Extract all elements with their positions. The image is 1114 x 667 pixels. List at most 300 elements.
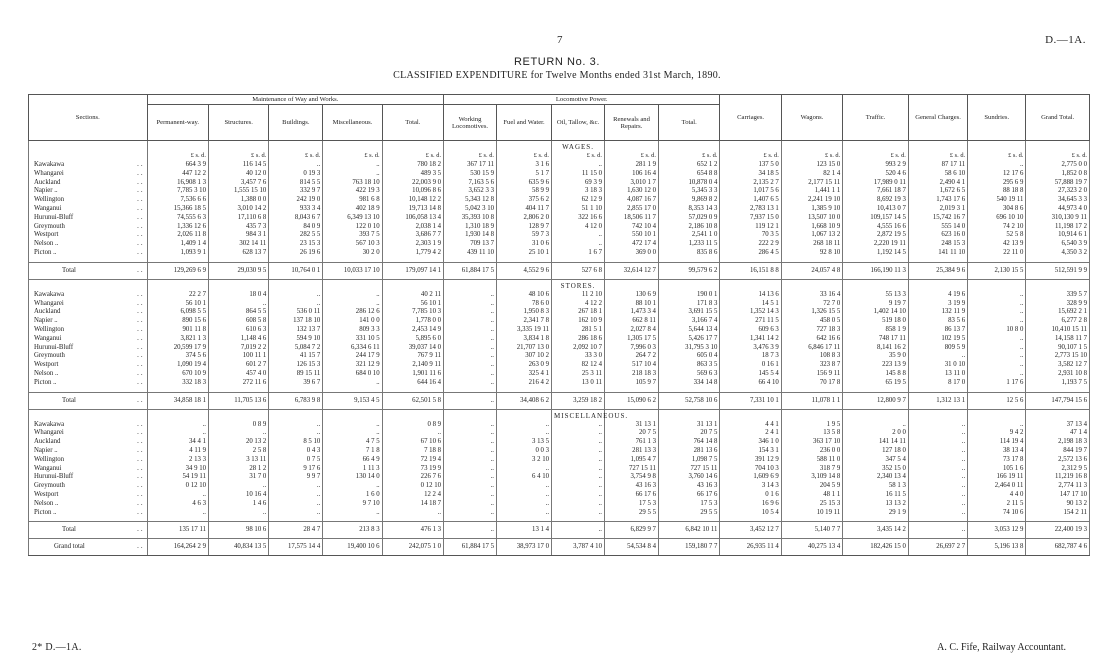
footer-reference: 2* D.—1A. [32, 642, 82, 653]
total-label-cell [29, 522, 148, 539]
grand-total-cell: 40,275 13 4 [781, 539, 842, 556]
total-cell: 476 1 3 [382, 522, 443, 539]
value-cell: 73 17 8 [968, 456, 1026, 465]
value-cell: 72 7 0 [781, 300, 842, 309]
value-cell: 92 8 10 [781, 249, 842, 258]
blank-cell [29, 409, 148, 421]
value-cell: 352 15 0 [843, 465, 909, 474]
value-cell: 7,785 10 3 [382, 308, 443, 317]
value-cell: 40 2 11 [382, 291, 443, 300]
value-cell: 369 0 0 [604, 249, 658, 258]
value-cell: 1,852 0 8 [1026, 170, 1090, 179]
section-cell [29, 447, 148, 456]
blank-cell [781, 141, 842, 153]
blank-cell [147, 279, 208, 291]
value-cell: 12 17 6 [968, 170, 1026, 179]
block-title: MISCELLANEOUS. [552, 409, 605, 421]
value-cell: 5 1 7 [497, 170, 552, 179]
header-permanent-way: Permanent-way. [147, 105, 208, 141]
value-cell: 35 9 0 [843, 352, 909, 361]
value-cell: 346 1 0 [720, 438, 781, 447]
value-cell: 1,950 8 3 [497, 308, 552, 317]
value-cell: 4 4 1 [720, 421, 781, 430]
value-cell: 2,773 15 10 [1026, 352, 1090, 361]
leader-dots: .. [137, 352, 145, 360]
value-cell: 864 5 5 [208, 308, 268, 317]
value-cell: 3,457 7 6 [208, 179, 268, 188]
total-cell: 10,764 0 1 [269, 262, 323, 279]
value-cell: 1 17 6 [968, 379, 1026, 388]
value-cell: .. [843, 421, 909, 430]
blank-cell [720, 409, 781, 421]
value-cell: 22,003 9 0 [382, 179, 443, 188]
section-cell [29, 317, 148, 326]
value-cell: 10 16 4 [208, 491, 268, 500]
total-cell: 2,130 15 5 [968, 262, 1026, 279]
value-cell: 66 17 6 [604, 491, 658, 500]
total-cell: 6,829 9 7 [604, 522, 658, 539]
blank-cell [908, 409, 967, 421]
value-cell: 216 4 2 [497, 379, 552, 388]
blank-cell [968, 409, 1026, 421]
value-cell: 8,692 19 3 [843, 196, 909, 205]
leader-dots: .. [137, 222, 145, 230]
blank-cell [497, 409, 552, 421]
value-cell: 4 4 0 [968, 491, 1026, 500]
value-cell: 684 0 10 [323, 370, 382, 379]
value-cell: 727 15 11 [604, 465, 658, 474]
value-cell: 12 2 4 [382, 491, 443, 500]
table-row [29, 465, 1090, 474]
value-cell: 10,410 15 11 [1026, 326, 1090, 335]
section-cell [29, 509, 148, 518]
value-cell: 5,084 7 2 [269, 344, 323, 353]
value-cell: 7,163 5 6 [444, 179, 497, 188]
total-cell: 32,614 12 7 [604, 262, 658, 279]
value-cell: 222 2 9 [720, 240, 781, 249]
total-label: Total [62, 526, 76, 534]
value-cell: 609 6 3 [720, 326, 781, 335]
section-cell [29, 300, 148, 309]
value-cell: 82 1 4 [781, 170, 842, 179]
leader-dots: .. [137, 473, 145, 481]
value-cell: 761 1 3 [604, 438, 658, 447]
value-cell: 4,555 16 6 [843, 223, 909, 232]
value-cell: 18,506 11 7 [604, 214, 658, 223]
value-cell: .. [968, 344, 1026, 353]
value-cell: 72 19 4 [382, 456, 443, 465]
value-cell: 7,536 6 6 [147, 196, 208, 205]
total-cell: .. [444, 392, 497, 409]
blank-cell [208, 141, 268, 153]
value-cell: 8,043 6 7 [269, 214, 323, 223]
value-cell: 1,148 4 6 [208, 335, 268, 344]
value-cell: 128 9 7 [497, 223, 552, 232]
section-name: Hurunui-Bluff [34, 213, 74, 221]
value-cell: 863 3 5 [658, 361, 719, 370]
total-cell: 3,435 14 2 [843, 522, 909, 539]
table-row [29, 161, 1090, 170]
value-cell: 727 15 11 [658, 465, 719, 474]
unit-cell: £ s. d. [444, 152, 497, 161]
value-cell: 22 2 7 [147, 291, 208, 300]
unit-cell: £ s. d. [658, 152, 719, 161]
value-cell: 302 14 11 [208, 240, 268, 249]
value-cell: .. [208, 482, 268, 491]
header-structures: Structures. [208, 105, 268, 141]
section-name: Kawakawa [34, 290, 65, 298]
value-cell: 635 9 6 [497, 179, 552, 188]
value-cell: 141 14 11 [843, 438, 909, 447]
table-row [29, 231, 1090, 240]
value-cell: 334 14 8 [658, 379, 719, 388]
value-cell: 472 17 4 [604, 240, 658, 249]
value-cell: 272 11 6 [208, 379, 268, 388]
grand-total-cell: 38,973 17 0 [497, 539, 552, 556]
leader-dots: .. [137, 378, 145, 386]
value-cell: 363 17 10 [781, 438, 842, 447]
value-cell: 236 0 0 [781, 447, 842, 456]
total-cell: 3,452 12 7 [720, 522, 781, 539]
value-cell: 67 10 6 [382, 438, 443, 447]
leader-dots: .. [137, 187, 145, 195]
section-cell [29, 456, 148, 465]
section-name: Wellington [34, 326, 65, 333]
expenditure-table [28, 94, 1090, 556]
value-cell: 7,937 15 0 [720, 214, 781, 223]
grand-total-cell: 3,787 4 10 [552, 539, 605, 556]
grand-total-cell: 159,180 7 7 [658, 539, 719, 556]
value-cell: 57,029 0 9 [658, 214, 719, 223]
value-cell: .. [908, 491, 967, 500]
value-cell: .. [444, 509, 497, 518]
grand-total-cell: 242,075 1 0 [382, 539, 443, 556]
value-cell: 87 17 11 [908, 161, 967, 170]
value-cell: 696 10 10 [968, 214, 1026, 223]
value-cell: 2,541 1 0 [658, 231, 719, 240]
value-cell: 322 16 6 [552, 214, 605, 223]
value-cell: 981 6 8 [323, 196, 382, 205]
table-row [29, 179, 1090, 188]
value-cell: 6,540 3 9 [1026, 240, 1090, 249]
value-cell: .. [323, 300, 382, 309]
value-cell: 1,630 12 0 [604, 187, 658, 196]
section-name: Wellington [34, 455, 65, 463]
value-cell: 58 9 9 [497, 187, 552, 196]
value-cell: 1,473 3 4 [604, 308, 658, 317]
section-name: Wanganui [34, 205, 62, 213]
blank-cell [1026, 409, 1090, 421]
value-cell: 489 3 5 [382, 170, 443, 179]
section-name: Auckland [34, 308, 61, 316]
total-label: Total [62, 396, 76, 404]
value-cell: 16,908 1 3 [147, 179, 208, 188]
value-cell: 2,140 9 11 [382, 361, 443, 370]
value-cell: 145 5 4 [720, 370, 781, 379]
value-cell: .. [444, 447, 497, 456]
value-cell: 569 6 3 [658, 370, 719, 379]
section-cell [29, 249, 148, 258]
value-cell: 835 8 6 [658, 249, 719, 258]
section-name: Greymouth [34, 352, 65, 360]
unit-cell: £ s. d. [552, 152, 605, 161]
blank-cell [444, 279, 497, 291]
total-cell: 99,579 6 2 [658, 262, 719, 279]
header-carriages: Carriages. [720, 95, 781, 141]
value-cell: .. [444, 361, 497, 370]
value-cell: .. [908, 421, 967, 430]
grand-total-cell: 61,884 17 5 [444, 539, 497, 556]
section-name: Whangarei [34, 429, 64, 437]
header-locomotive-total: Total. [658, 105, 719, 141]
value-cell: 130 14 0 [323, 473, 382, 482]
unit-cell: £ s. d. [720, 152, 781, 161]
value-cell: .. [444, 379, 497, 388]
leader-dots: .. [137, 249, 145, 257]
value-cell: 66 17 6 [658, 491, 719, 500]
value-cell: 3,010 1 7 [604, 179, 658, 188]
value-cell: 2,026 11 8 [147, 231, 208, 240]
value-cell: 1 6 7 [552, 249, 605, 258]
value-cell: 664 3 9 [147, 161, 208, 170]
value-cell: 29 5 5 [604, 509, 658, 518]
value-cell: 4 6 3 [147, 500, 208, 509]
value-cell: 20 7 5 [604, 429, 658, 438]
leader-dots: .. [137, 266, 145, 274]
value-cell: 286 12 6 [323, 308, 382, 317]
value-cell: 628 13 7 [208, 249, 268, 258]
value-cell: 2,092 10 7 [552, 344, 605, 353]
value-cell: 39,037 14 0 [382, 344, 443, 353]
value-cell: 0 12 10 [382, 482, 443, 491]
value-cell: 2,931 10 8 [1026, 370, 1090, 379]
value-cell: 1,743 17 6 [908, 196, 967, 205]
value-cell: 15,366 18 5 [147, 205, 208, 214]
value-cell: 1,555 15 10 [208, 187, 268, 196]
value-cell: 0 7 5 [269, 456, 323, 465]
value-cell: 704 10 3 [720, 465, 781, 474]
blank-cell [843, 279, 909, 291]
value-cell: 520 4 6 [843, 170, 909, 179]
section-cell [29, 161, 148, 170]
value-cell: 90,107 1 5 [1026, 344, 1090, 353]
value-cell: 5,895 6 0 [382, 335, 443, 344]
value-cell: .. [323, 170, 382, 179]
header-fuel-water: Fuel and Water. [497, 105, 552, 141]
value-cell: 447 12 2 [147, 170, 208, 179]
value-cell: .. [444, 308, 497, 317]
total-label-cell [29, 262, 148, 279]
value-cell: 267 18 1 [552, 308, 605, 317]
table-row [29, 317, 1090, 326]
value-cell: 19,713 14 8 [382, 205, 443, 214]
section-name: Picton .. [34, 249, 57, 257]
unit-cell: £ s. d. [382, 152, 443, 161]
value-cell: .. [269, 421, 323, 430]
value-cell: .. [908, 438, 967, 447]
value-cell: 23 15 3 [269, 240, 323, 249]
value-cell: 3 13 5 [497, 438, 552, 447]
total-cell: 3,053 12 9 [968, 522, 1026, 539]
leader-dots: .. [137, 290, 145, 298]
value-cell: .. [552, 456, 605, 465]
leader-dots: .. [137, 326, 145, 333]
table-row [29, 352, 1090, 361]
value-cell: 10,148 12 2 [382, 196, 443, 205]
value-cell: 88 10 1 [604, 300, 658, 309]
value-cell: 1,310 18 9 [444, 223, 497, 232]
value-cell: 73 19 9 [382, 465, 443, 474]
table-row [29, 491, 1090, 500]
value-cell: 1,336 12 6 [147, 223, 208, 232]
value-cell: 66 4 9 [323, 456, 382, 465]
header-sundries: Sundries. [968, 95, 1026, 141]
value-cell: 13 0 11 [552, 379, 605, 388]
value-cell: .. [269, 491, 323, 500]
value-cell: 748 17 11 [843, 335, 909, 344]
value-cell: 457 4 0 [208, 370, 268, 379]
value-cell: 993 2 9 [843, 161, 909, 170]
leader-dots: .. [137, 429, 145, 437]
value-cell: 8 17 0 [908, 379, 967, 388]
value-cell: 4,087 16 7 [604, 196, 658, 205]
value-cell: .. [497, 500, 552, 509]
value-cell: 9 4 2 [968, 429, 1026, 438]
value-cell: 3 18 3 [552, 187, 605, 196]
header-buildings: Buildings. [269, 105, 323, 141]
value-cell: 709 13 7 [444, 240, 497, 249]
value-cell: .. [552, 473, 605, 482]
table-row [29, 421, 1090, 430]
value-cell: .. [269, 300, 323, 309]
value-cell: 3,010 14 2 [208, 205, 268, 214]
value-cell: 82 12 4 [552, 361, 605, 370]
value-cell: 780 18 2 [382, 161, 443, 170]
total-cell: 512,591 9 9 [1026, 262, 1090, 279]
section-cell [29, 170, 148, 179]
section-cell [29, 231, 148, 240]
total-cell: 11,705 13 6 [208, 392, 268, 409]
section-name: Napier .. [34, 446, 58, 454]
value-cell: 11,219 16 8 [1026, 473, 1090, 482]
total-cell: 62,501 5 8 [382, 392, 443, 409]
unit-cell: £ s. d. [323, 152, 382, 161]
header-renewals-repairs: Renewals and Repairs. [604, 105, 658, 141]
value-cell: 6,334 6 11 [323, 344, 382, 353]
section-cell [29, 291, 148, 300]
value-cell: 332 18 3 [147, 379, 208, 388]
grand-total-cell: 17,575 14 4 [269, 539, 323, 556]
total-cell: 166,190 11 3 [843, 262, 909, 279]
value-cell: 3,691 15 5 [658, 308, 719, 317]
table-row [29, 482, 1090, 491]
section-cell [29, 308, 148, 317]
blank-cell [323, 409, 382, 421]
value-cell: .. [323, 482, 382, 491]
value-cell: 105 9 7 [604, 379, 658, 388]
value-cell: 15,692 2 1 [1026, 308, 1090, 317]
value-cell: 126 15 3 [269, 361, 323, 370]
value-cell: 519 18 0 [843, 317, 909, 326]
value-cell: 141 11 10 [908, 249, 967, 258]
value-cell: 2,464 0 11 [968, 482, 1026, 491]
value-cell: 14 13 6 [720, 291, 781, 300]
value-cell: 22 11 0 [968, 249, 1026, 258]
table-row [29, 509, 1090, 518]
value-cell: .. [497, 482, 552, 491]
value-cell: 2,186 10 8 [658, 223, 719, 232]
grand-total-cell: 26,935 11 4 [720, 539, 781, 556]
value-cell: .. [147, 421, 208, 430]
value-cell: 105 1 6 [968, 465, 1026, 474]
value-cell: 29 5 5 [658, 509, 719, 518]
total-cell: 98 10 6 [208, 522, 268, 539]
block-title-row [29, 409, 1090, 421]
value-cell: 10 5 4 [720, 509, 781, 518]
value-cell: .. [444, 326, 497, 335]
value-cell: 1,095 4 7 [604, 456, 658, 465]
table-row [29, 473, 1090, 482]
value-cell: 65 19 5 [843, 379, 909, 388]
section-cell [29, 500, 148, 509]
value-cell: 20 13 2 [208, 438, 268, 447]
value-cell: 51 1 10 [552, 205, 605, 214]
value-cell: 14 5 1 [720, 300, 781, 309]
value-cell: 4 11 9 [147, 447, 208, 456]
value-cell: 218 18 3 [604, 370, 658, 379]
value-cell: 391 12 9 [720, 456, 781, 465]
value-cell: 6,277 2 8 [1026, 317, 1090, 326]
value-cell: 123 15 0 [781, 161, 842, 170]
table-header [29, 95, 1090, 141]
value-cell: .. [269, 500, 323, 509]
blank-cell [29, 141, 148, 153]
value-cell: 147 17 10 [1026, 491, 1090, 500]
grand-total-row [29, 539, 1090, 556]
value-cell: 304 8 6 [968, 205, 1026, 214]
value-cell: 0 4 3 [269, 447, 323, 456]
header-maintenance-total: Total. [382, 105, 443, 141]
value-cell: 594 9 10 [269, 335, 323, 344]
value-cell: 727 18 3 [781, 326, 842, 335]
section-name: Greymouth [34, 222, 65, 230]
table-row [29, 205, 1090, 214]
value-cell: 34 9 10 [147, 465, 208, 474]
value-cell: 0 8 9 [382, 421, 443, 430]
grand-total-cell: 26,697 2 7 [908, 539, 967, 556]
value-cell: 670 10 9 [147, 370, 208, 379]
value-cell: 109,157 14 5 [843, 214, 909, 223]
section-name: Kawakawa [34, 420, 65, 428]
unit-cell: £ s. d. [269, 152, 323, 161]
value-cell: 31 13 1 [658, 421, 719, 430]
total-cell: 22,400 19 3 [1026, 522, 1090, 539]
value-cell: 16 9 6 [720, 500, 781, 509]
value-cell: 2,783 13 1 [720, 205, 781, 214]
table-row [29, 214, 1090, 223]
value-cell: 295 6 9 [968, 179, 1026, 188]
leader-dots: .. [137, 196, 145, 204]
unit-cell: £ s. d. [781, 152, 842, 161]
value-cell: 10 8 0 [968, 326, 1026, 335]
value-cell: 901 11 8 [147, 326, 208, 335]
blank-cell [781, 279, 842, 291]
total-cell: 179,097 14 1 [382, 262, 443, 279]
value-cell: 116 14 5 [208, 161, 268, 170]
value-cell: 56 10 1 [147, 300, 208, 309]
blank-cell [323, 141, 382, 153]
value-cell: 17 5 3 [604, 500, 658, 509]
